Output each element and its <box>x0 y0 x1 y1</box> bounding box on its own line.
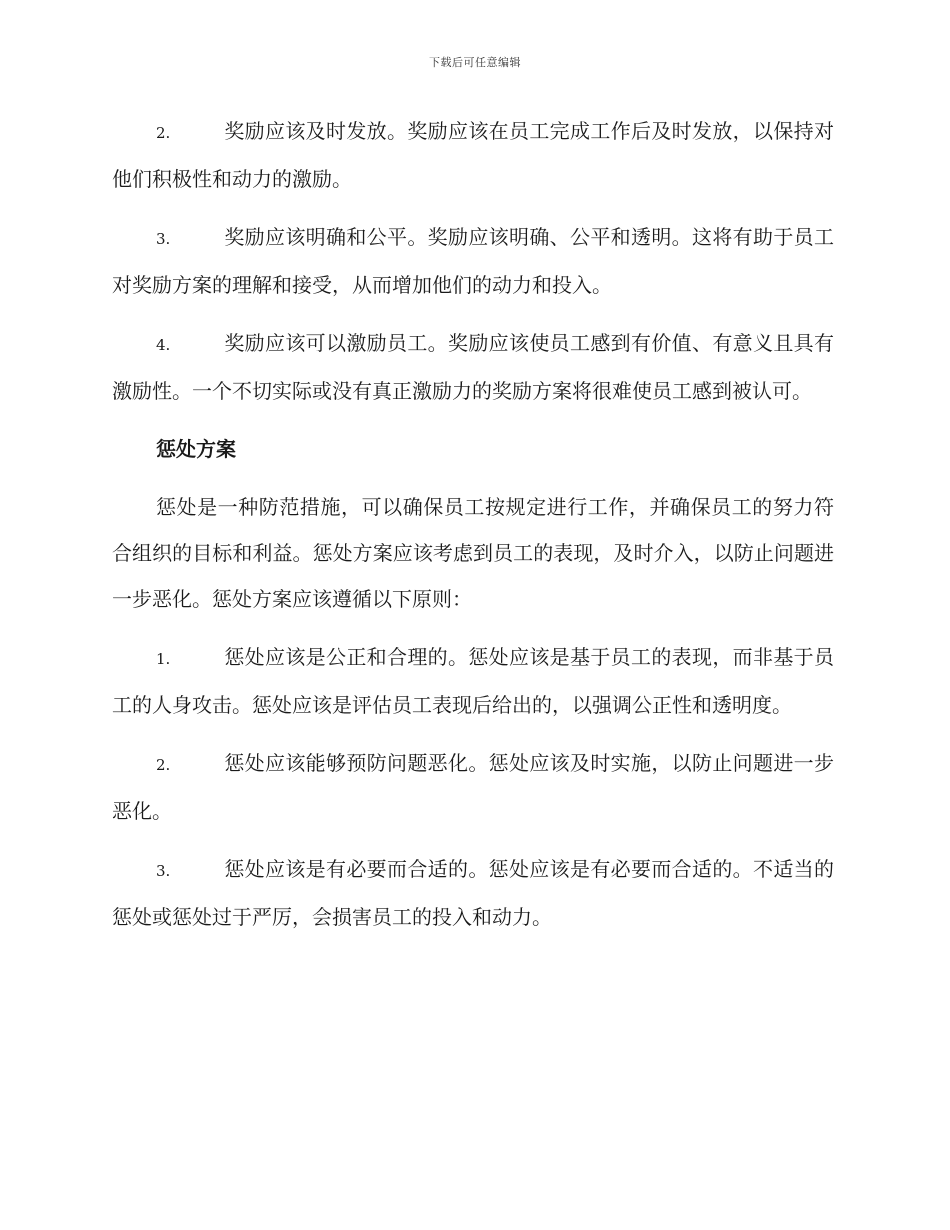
list-number: 4. <box>156 336 171 354</box>
list-item-text: 惩处应该是公正和合理的。惩处应该是基于员工的表现，而非基于员工的人身攻击。惩处应该是评估员工表现后给出的，以强调公正性和透明度。 <box>112 645 834 717</box>
list-number: 3. <box>156 862 171 880</box>
list-number: 3. <box>156 230 171 248</box>
list-item-text: 奖励应该可以激励员工。奖励应该使员工感到有价值、有意义且具有激励性。一个不切实际或没有真正激励力的奖励方案将很难使员工感到被认可。 <box>112 331 834 403</box>
reward-item <box>112 320 834 414</box>
section-intro: 惩处是一种防范措施，可以确保员工按规定进行工作，并确保员工的努力符合组织的目标和利益。惩处方案应该考虑到员工的表现，及时介入，以防止问题进一步恶化。惩处方案应该遵循以下原则： <box>112 495 834 611</box>
list-number: 2. <box>156 124 171 142</box>
reward-item <box>112 214 834 308</box>
reward-item <box>112 108 834 202</box>
section-heading: 惩处方案 <box>156 437 236 461</box>
list-number: 2. <box>156 756 171 774</box>
punishment-item <box>112 846 834 940</box>
list-item-text: 奖励应该明确和公平。奖励应该明确、公平和透明。这将有助于员工对奖励方案的理解和接受，从而增加他们的动力和投入。 <box>112 225 834 297</box>
list-item-text: 惩处应该能够预防问题恶化。惩处应该及时实施，以防止问题进一步恶化。 <box>112 751 834 823</box>
list-item-text: 奖励应该及时发放。奖励应该在员工完成工作后及时发放，以保持对他们积极性和动力的激励。 <box>112 119 834 191</box>
punishment-item <box>112 740 834 834</box>
punishment-item <box>112 634 834 728</box>
document-body <box>112 108 834 952</box>
list-number: 1. <box>156 650 171 668</box>
page-header: 下载后可任意编辑 <box>429 56 521 69</box>
list-item-text: 惩处应该是有必要而合适的。惩处应该是有必要而合适的。不适当的惩处或惩处过于严厉，会损害员工的投入和动力。 <box>112 857 834 929</box>
